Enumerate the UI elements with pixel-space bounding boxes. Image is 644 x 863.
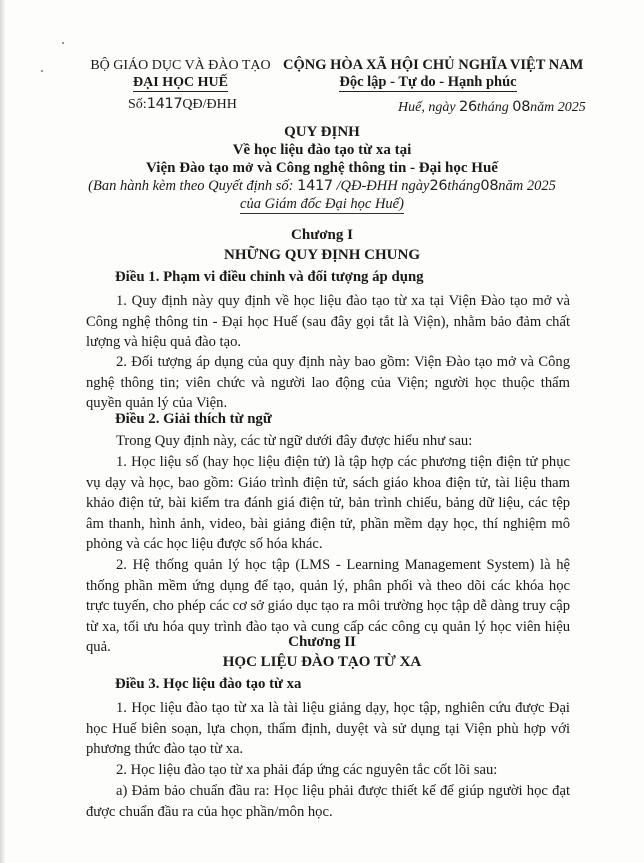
sub2-text: của Giám đốc Đại học Huế) bbox=[240, 196, 404, 212]
chapter-1-label: Chương I bbox=[291, 227, 353, 243]
ministry-name: BỘ GIÁO DỤC VÀ ĐÀO TẠO bbox=[90, 58, 271, 73]
chapter-2-label: Chương II bbox=[288, 634, 356, 650]
sub1-number-handwritten: 1417 bbox=[297, 178, 333, 194]
article-1-paragraph-2: 2. Đối tượng áp dụng của quy định này bao gồm: Viện Đào tạo mở và Công nghệ thông tin; viên chức và người lao động của Viện; người học thuộc thẩm quyền quản lý của Viện. bbox=[86, 354, 570, 411]
sub1-text-a: (Ban hành kèm theo Quyết định số: bbox=[88, 178, 294, 194]
doc-number-prefix: Số: bbox=[128, 97, 147, 112]
sub1-day-handwritten: 26 bbox=[429, 178, 448, 194]
sub1-text-b: /QĐ-ĐHH ngày bbox=[336, 178, 430, 194]
date-prefix: Huế, ngày bbox=[398, 100, 456, 115]
title-subline-2 bbox=[0, 196, 644, 213]
chapter-2-name: HỌC LIỆU ĐÀO TẠO TỪ XA bbox=[222, 654, 422, 670]
sub1-month-handwritten: 08 bbox=[480, 178, 499, 194]
sub1-text-d: năm 2025 bbox=[498, 178, 556, 194]
article-2-paragraph-1: 1. Học liệu số (hay học liệu điện tử) là tập hợp các phương tiện điện tử phục vụ dạy và học, bao gồm: Giáo trình điện tử, sách giáo khoa điện tử, tài liệu tham khảo điện tử, bài kiểm tra đánh giá điện tử, bản trình chiếu, bảng dữ liệu, các tệp âm thanh, hình ảnh, video, bài giảng điện tử, phần mềm dạy học, thí nghiệm mô phỏng và các học liệu được số hóa khác. bbox=[86, 454, 570, 552]
title-line-1: Về học liệu đào tạo từ xa tại bbox=[232, 142, 412, 158]
nation-motto-text: Độc lập - Tự do - Hạnh phúc bbox=[339, 74, 517, 90]
doc-number-suffix: QĐ/ĐHH bbox=[182, 97, 237, 112]
sub1-text-c: tháng bbox=[447, 178, 481, 194]
date-month-handwritten: 08 bbox=[512, 99, 531, 115]
article-2-heading: Điều 2. Giải thích từ ngữ bbox=[115, 411, 272, 427]
chapter-1-name: NHỮNG QUY ĐỊNH CHUNG bbox=[224, 247, 420, 263]
scan-speck bbox=[62, 42, 64, 44]
article-3-paragraph-1: 1. Học liệu đào tạo từ xa là tài liệu giảng dạy, học tập, nghiên cứu được Đại học Huế biên soạn, lựa chọn, thẩm định, duyệt và sử dụng tại Viện phù hợp với phương thức đào tạo từ xa. bbox=[86, 700, 570, 757]
title-subline-1 bbox=[0, 178, 644, 195]
nation-name: CỘNG HÒA XÃ HỘI CHỦ NGHĨA VIỆT NAM bbox=[283, 57, 584, 73]
article-2-intro: Trong Quy định này, các từ ngữ dưới đây được hiểu như sau: bbox=[116, 433, 473, 449]
date-month-word: tháng bbox=[476, 100, 509, 115]
document-title: QUY ĐỊNH bbox=[284, 124, 360, 140]
issue-date bbox=[398, 99, 586, 116]
doc-number-handwritten: 1417 bbox=[146, 96, 183, 112]
article-3-paragraph-2: 2. Học liệu đào tạo từ xa phải đáp ứng các nguyên tắc cốt lõi sau: bbox=[116, 762, 498, 778]
nation-motto bbox=[283, 74, 573, 91]
article-3-paragraph-3: a) Đảm bảo chuẩn đầu ra: Học liệu phải được thiết kế để giúp người học đạt được chuẩn đầu ra của học phần/môn học. bbox=[86, 783, 570, 820]
date-year-word: năm 2025 bbox=[530, 100, 586, 115]
article-3-heading: Điều 3. Học liệu đào tạo từ xa bbox=[115, 676, 302, 692]
article-2-paragraph-2: 2. Hệ thống quản lý học tập (LMS - Learning Management System) là hệ thống phần mềm ứng dụng để tạo, quản lý, phân phối và theo dõi các khóa học trực tuyến, cho phép các cơ sở giáo dục tạo ra môi trường học tập dễ dàng truy cập từ xa, tối ưu hóa quy trình đào tạo và cung cấp các công cụ quản lý học viên hiệu quả. bbox=[86, 557, 570, 655]
article-1-paragraph-1: 1. Quy định này quy định về học liệu đào tạo từ xa tại Viện Đào tạo mở và Công nghệ thông tin - Đại học Huế (sau đây gọi tắt là Viện), nhằm bảo đảm chất lượng và hiệu quả đào tạo. bbox=[86, 293, 570, 350]
article-1-heading: Điều 1. Phạm vi điều chỉnh và đối tượng áp dụng bbox=[115, 269, 424, 285]
university-name-text: ĐẠI HỌC HUẾ bbox=[133, 75, 228, 90]
scan-speck bbox=[41, 70, 43, 72]
document-number bbox=[128, 96, 237, 113]
date-day-handwritten: 26 bbox=[459, 99, 477, 115]
title-line-2: Viện Đào tạo mở và Công nghệ thông tin - Đại học Huế bbox=[146, 160, 498, 176]
university-name bbox=[78, 74, 283, 91]
